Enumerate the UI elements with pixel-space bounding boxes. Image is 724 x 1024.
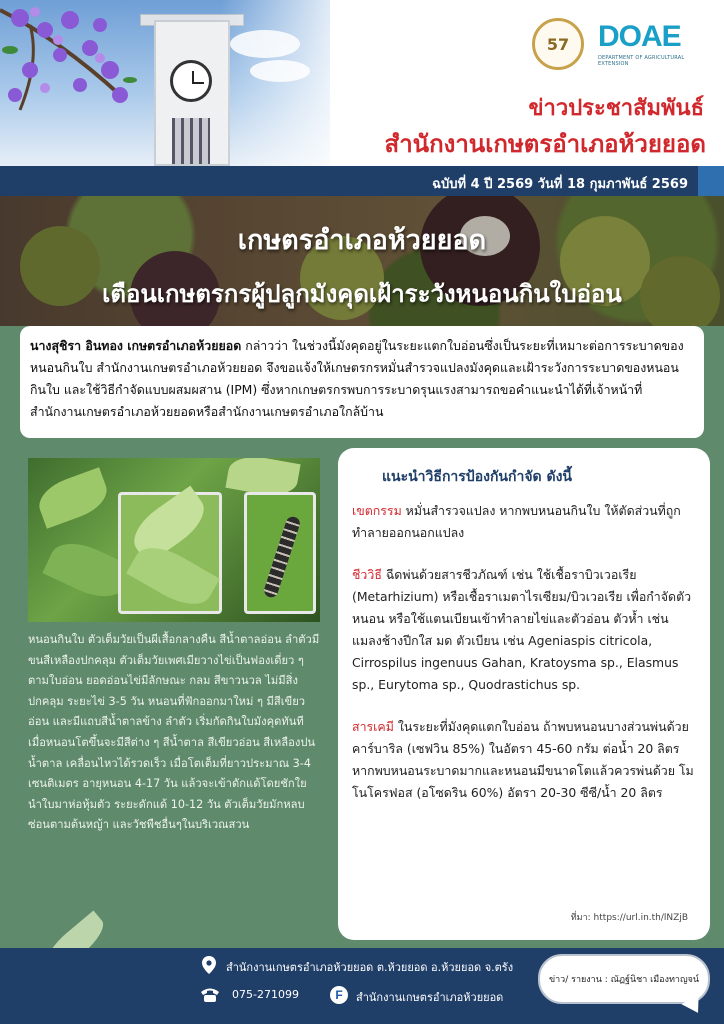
banner-subheadline: เตือนเกษตรกรผู้ปลูกมังคุดเฝ้าระวังหนอนกินใบอ่อน (102, 280, 622, 308)
clock-icon (170, 60, 212, 102)
reporter-bubble: ข่าว/ รายงาน : ณัฏฐ์นิชา เมืองทาญจน์ (538, 954, 710, 1004)
source-link[interactable]: ที่มา: https://url.in.th/lNZjB (570, 913, 688, 923)
section-text: ฉีดพ่นด้วยสารชีวภัณฑ์ เช่น ใช้เชื้อราบิวเวอเรีย (Metarhizium) หรือเชื้อราเมตาไรเซียม/บิวเวอเรีย เพื่อกำจัดตัวหนอน หรือใช้แตนเบียนเข้าทำลายไข่และตัวอ่อน ตัวห้ำ เช่น แมลงช้างปีกใส มด ตัวเบียน เช่น Ageniaspis citricola, Cirrospilus ingenuus Gahan, Kratoysma sp., Elasmus sp., Eurytoma sp., Quodrastichus sp. (352, 567, 692, 692)
anniversary-logo: 57 (532, 18, 584, 70)
footer-address: สำนักงานเกษตรอำเภอห้วยยอด ต.ห้วยยอด อ.ห้วยยอด จ.ตรัง (226, 961, 514, 974)
office-title: สำนักงานเกษตรอำเภอห้วยยอด (384, 130, 706, 158)
section-biological (352, 564, 702, 696)
section-cultural (352, 500, 702, 544)
pr-title: ข่าวประชาสัมพันธ์ (528, 96, 704, 121)
doae-logo (598, 20, 698, 66)
issue-bar (0, 166, 724, 196)
doae-logo-text: DOAE (598, 20, 681, 53)
intro-box (20, 326, 704, 438)
prevention-title: แนะนำวิธีการป้องกันกำจัด ดังนี้ (382, 469, 572, 485)
caterpillar-photo (28, 458, 320, 622)
intro-text: กล่าวว่า ในช่วงนี้มังคุดอยู่ในระยะแตกใบอ่อนซึ่งเป็นระยะที่เหมาะต่อการระบาดของหนอนกินใบ สำนักงานเกษตรอำเภอห้วยยอด จึงขอแจ้งให้เกษตรกรหมั่นสำรวจแปลงมังคุดและเฝ้าระวังการระบาดของหนอนกินใบ และใช้วิธีกำจัดแบบผสมผสาน (IPM) ซึ่งหากเกษตรกรพบการระบาดรุนแรงสามารถขอคำแนะนำได้ที่เจ้าหน้าที่สำนักงานเกษตรอำเภอห้วยยอดหรือสำนักงานเกษตรอำเภอใกล้บ้าน (30, 338, 684, 419)
section-label: เขตกรรม (352, 503, 402, 518)
section-label: สารเคมี (352, 719, 394, 734)
pest-description: หนอนกินใบ ตัวเต็มวัยเป็นผีเสื้อกลางคืน สีน้ำตาลอ่อน ลำตัวมีขนสีเหลืองปกคลุม ตัวเต็มวัยเพศเมียวางไข่เป็นฟองเดี่ยว ๆ ตามใบอ่อน ยอดอ่อนไข่มีลักษณะ กลม สีขาวนวล ไม่มีสิ่งปกคลุม ระยะไข่ 3-5 วัน หนอนที่ฟักออกมาใหม่ ๆ มีสีเขียวอ่อน และมีแถบสีน้ำตาลข้าง ลำตัว เริ่มกัดกินใบมังคุดทันที เมื่อหนอนโตขึ้นจะมีสีต่าง ๆ สีน้ำตาล สีเขียวอ่อน สีเหลืองปนน้ำตาล เคลื่อนไหวได้รวดเร็ว เมื่อโตเต็มที่ยาวประมาณ 3-4 เซนติเมตร อายุหนอน 4-17 วัน แล้วจะเข้าดักแด้โดยชักใยนำใบมาห่อหุ้มตัว ระยะดักแด้ 10-12 วัน ตัวเต็มวัยมักหลบซ่อนตามต้นหญ้า และวัชพืชอื่นๆในบริเวณสวน (28, 633, 320, 832)
header (0, 0, 724, 166)
section-text: ในระยะที่มังคุดแตกใบอ่อน ถ้าพบหนอนบางส่วนพ่นด้วย คาร์บาริล (เซฟวิน 85%) ในอัตรา 45-60 กรัม ต่อน้ำ 20 ลิตร หากพบหนอนระบาดมากและหนอนมีขนาดโตแล้วควรพ่นด้วย โมโนโครฟอส (อโซดริน 60%) อัตรา 20-30 ซีซี/น้ำ 20 ลิตร (352, 719, 694, 800)
caterpillar-icon (262, 515, 301, 599)
speaker-name: นางสุชิรา อินทอง เกษตรอำเภอห้วยยอด (30, 338, 242, 353)
location-pin-icon (200, 956, 218, 974)
banner-headline: เกษตรอำเภอห้วยยอด (237, 225, 487, 256)
leaf-damage-inset (118, 492, 222, 614)
flowers-decoration (0, 0, 150, 120)
doae-logo-subtext: DEPARTMENT OF AGRICULTURAL EXTENSION (598, 55, 685, 67)
section-text: หมั่นสำรวจแปลง หากพบหนอนกินใบ ให้ตัดส่วนที่ถูกทำลายออกนอกแปลง (352, 503, 681, 540)
phone-icon (198, 986, 222, 1004)
footer-facebook[interactable]: สำนักงานเกษตรอำเภอห้วยยอด (356, 991, 504, 1004)
issue-info: ฉบับที่ 4 ปี 2569 วันที่ 18 กุมภาพันธ์ 2569 (432, 177, 688, 192)
footer-phone[interactable]: 075-271099 (232, 988, 299, 1001)
section-label: ชีววิธี (352, 567, 382, 582)
caterpillar-inset (244, 492, 316, 614)
mangosteen-banner (0, 196, 724, 326)
facebook-icon[interactable]: F (330, 986, 348, 1004)
section-chemical (352, 716, 702, 804)
prevention-card (338, 448, 710, 940)
